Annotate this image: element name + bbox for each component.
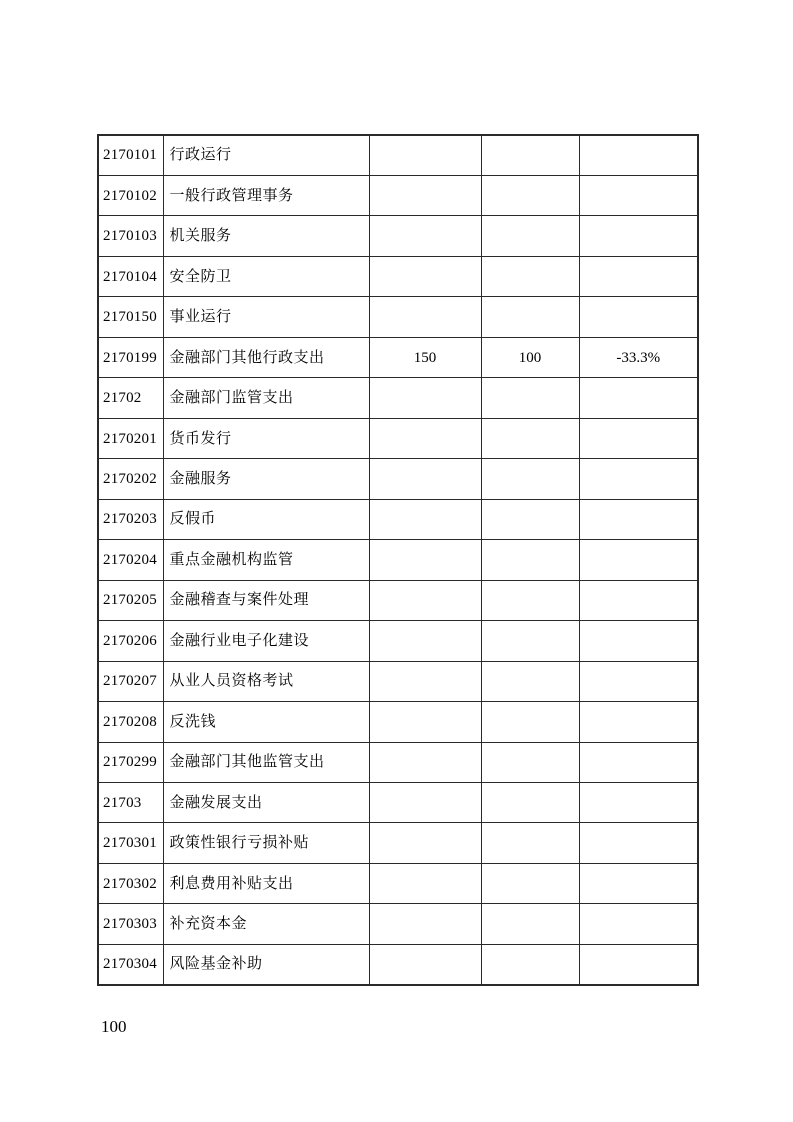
value-cell-1	[369, 418, 481, 458]
table-row	[98, 863, 698, 903]
name-cell: 事业运行	[163, 297, 369, 337]
name-cell: 反洗钱	[163, 702, 369, 742]
value-cell-2	[481, 621, 579, 661]
value-cell-2	[481, 418, 579, 458]
code-cell: 21702	[98, 378, 163, 418]
page-number: 100	[101, 1017, 127, 1036]
table-row	[98, 418, 698, 458]
table-row	[98, 944, 698, 984]
value-cell-1	[369, 661, 481, 701]
table-row	[98, 702, 698, 742]
code-cell: 2170201	[98, 418, 163, 458]
name-cell: 政策性银行亏损补贴	[163, 823, 369, 863]
table-row	[98, 661, 698, 701]
name-cell: 金融服务	[163, 459, 369, 499]
value-cell-1	[369, 904, 481, 944]
value-cell-2	[481, 135, 579, 175]
budget-table	[97, 134, 699, 986]
table-row	[98, 499, 698, 539]
table-row	[98, 216, 698, 256]
value-cell-2	[481, 540, 579, 580]
code-cell: 2170208	[98, 702, 163, 742]
value-cell-3	[579, 256, 698, 296]
name-cell: 金融部门监管支出	[163, 378, 369, 418]
value-cell-2	[481, 783, 579, 823]
table-row	[98, 337, 698, 377]
value-cell-2	[481, 661, 579, 701]
table-row	[98, 742, 698, 782]
value-cell-3	[579, 499, 698, 539]
code-cell: 2170204	[98, 540, 163, 580]
value-cell-2	[481, 216, 579, 256]
code-cell: 2170101	[98, 135, 163, 175]
value-cell-1	[369, 297, 481, 337]
code-cell: 2170304	[98, 944, 163, 984]
value-cell-1	[369, 459, 481, 499]
name-cell: 机关服务	[163, 216, 369, 256]
value-cell-1	[369, 135, 481, 175]
value-cell-2	[481, 823, 579, 863]
value-cell-3	[579, 742, 698, 782]
budget-table-body	[98, 135, 698, 985]
name-cell: 反假币	[163, 499, 369, 539]
table-row	[98, 256, 698, 296]
value-cell-3	[579, 783, 698, 823]
name-cell: 从业人员资格考试	[163, 661, 369, 701]
name-cell: 行政运行	[163, 135, 369, 175]
code-cell: 2170303	[98, 904, 163, 944]
name-cell: 金融发展支出	[163, 783, 369, 823]
value-cell-3	[579, 944, 698, 984]
value-cell-1	[369, 540, 481, 580]
value-cell-2	[481, 175, 579, 215]
value-cell-2	[481, 944, 579, 984]
value-cell-3	[579, 540, 698, 580]
value-cell-1	[369, 499, 481, 539]
value-cell-2	[481, 580, 579, 620]
name-cell: 重点金融机构监管	[163, 540, 369, 580]
value-cell-2	[481, 256, 579, 296]
value-cell-2	[481, 742, 579, 782]
name-cell: 安全防卫	[163, 256, 369, 296]
name-cell: 利息费用补贴支出	[163, 863, 369, 903]
code-cell: 2170203	[98, 499, 163, 539]
value-cell-3: -33.3%	[579, 337, 698, 377]
table-row	[98, 904, 698, 944]
value-cell-1	[369, 783, 481, 823]
value-cell-2: 100	[481, 337, 579, 377]
value-cell-1	[369, 256, 481, 296]
value-cell-2	[481, 863, 579, 903]
value-cell-3	[579, 175, 698, 215]
code-cell: 2170104	[98, 256, 163, 296]
value-cell-3	[579, 580, 698, 620]
value-cell-1: 150	[369, 337, 481, 377]
value-cell-1	[369, 621, 481, 661]
code-cell: 21703	[98, 783, 163, 823]
value-cell-3	[579, 661, 698, 701]
value-cell-1	[369, 378, 481, 418]
code-cell: 2170202	[98, 459, 163, 499]
value-cell-3	[579, 418, 698, 458]
name-cell: 金融部门其他监管支出	[163, 742, 369, 782]
table-row	[98, 175, 698, 215]
value-cell-2	[481, 297, 579, 337]
value-cell-1	[369, 175, 481, 215]
value-cell-2	[481, 499, 579, 539]
value-cell-3	[579, 459, 698, 499]
name-cell: 金融稽查与案件处理	[163, 580, 369, 620]
name-cell: 补充资本金	[163, 904, 369, 944]
value-cell-3	[579, 904, 698, 944]
name-cell: 风险基金补助	[163, 944, 369, 984]
value-cell-1	[369, 863, 481, 903]
table-row	[98, 783, 698, 823]
value-cell-3	[579, 823, 698, 863]
name-cell: 金融行业电子化建设	[163, 621, 369, 661]
table-row	[98, 378, 698, 418]
name-cell: 货币发行	[163, 418, 369, 458]
value-cell-1	[369, 944, 481, 984]
value-cell-3	[579, 863, 698, 903]
table-row	[98, 135, 698, 175]
value-cell-3	[579, 378, 698, 418]
value-cell-3	[579, 297, 698, 337]
table-row	[98, 823, 698, 863]
value-cell-3	[579, 216, 698, 256]
table-row	[98, 540, 698, 580]
value-cell-3	[579, 621, 698, 661]
code-cell: 2170299	[98, 742, 163, 782]
value-cell-1	[369, 823, 481, 863]
code-cell: 2170103	[98, 216, 163, 256]
value-cell-2	[481, 702, 579, 742]
code-cell: 2170207	[98, 661, 163, 701]
value-cell-1	[369, 742, 481, 782]
value-cell-2	[481, 904, 579, 944]
code-cell: 2170199	[98, 337, 163, 377]
name-cell: 一般行政管理事务	[163, 175, 369, 215]
value-cell-2	[481, 459, 579, 499]
value-cell-1	[369, 702, 481, 742]
table-row	[98, 621, 698, 661]
value-cell-1	[369, 580, 481, 620]
value-cell-3	[579, 702, 698, 742]
name-cell: 金融部门其他行政支出	[163, 337, 369, 377]
table-row	[98, 580, 698, 620]
code-cell: 2170102	[98, 175, 163, 215]
value-cell-1	[369, 216, 481, 256]
value-cell-3	[579, 135, 698, 175]
code-cell: 2170150	[98, 297, 163, 337]
table-row	[98, 297, 698, 337]
table-row	[98, 459, 698, 499]
value-cell-2	[481, 378, 579, 418]
code-cell: 2170302	[98, 863, 163, 903]
code-cell: 2170206	[98, 621, 163, 661]
code-cell: 2170301	[98, 823, 163, 863]
code-cell: 2170205	[98, 580, 163, 620]
